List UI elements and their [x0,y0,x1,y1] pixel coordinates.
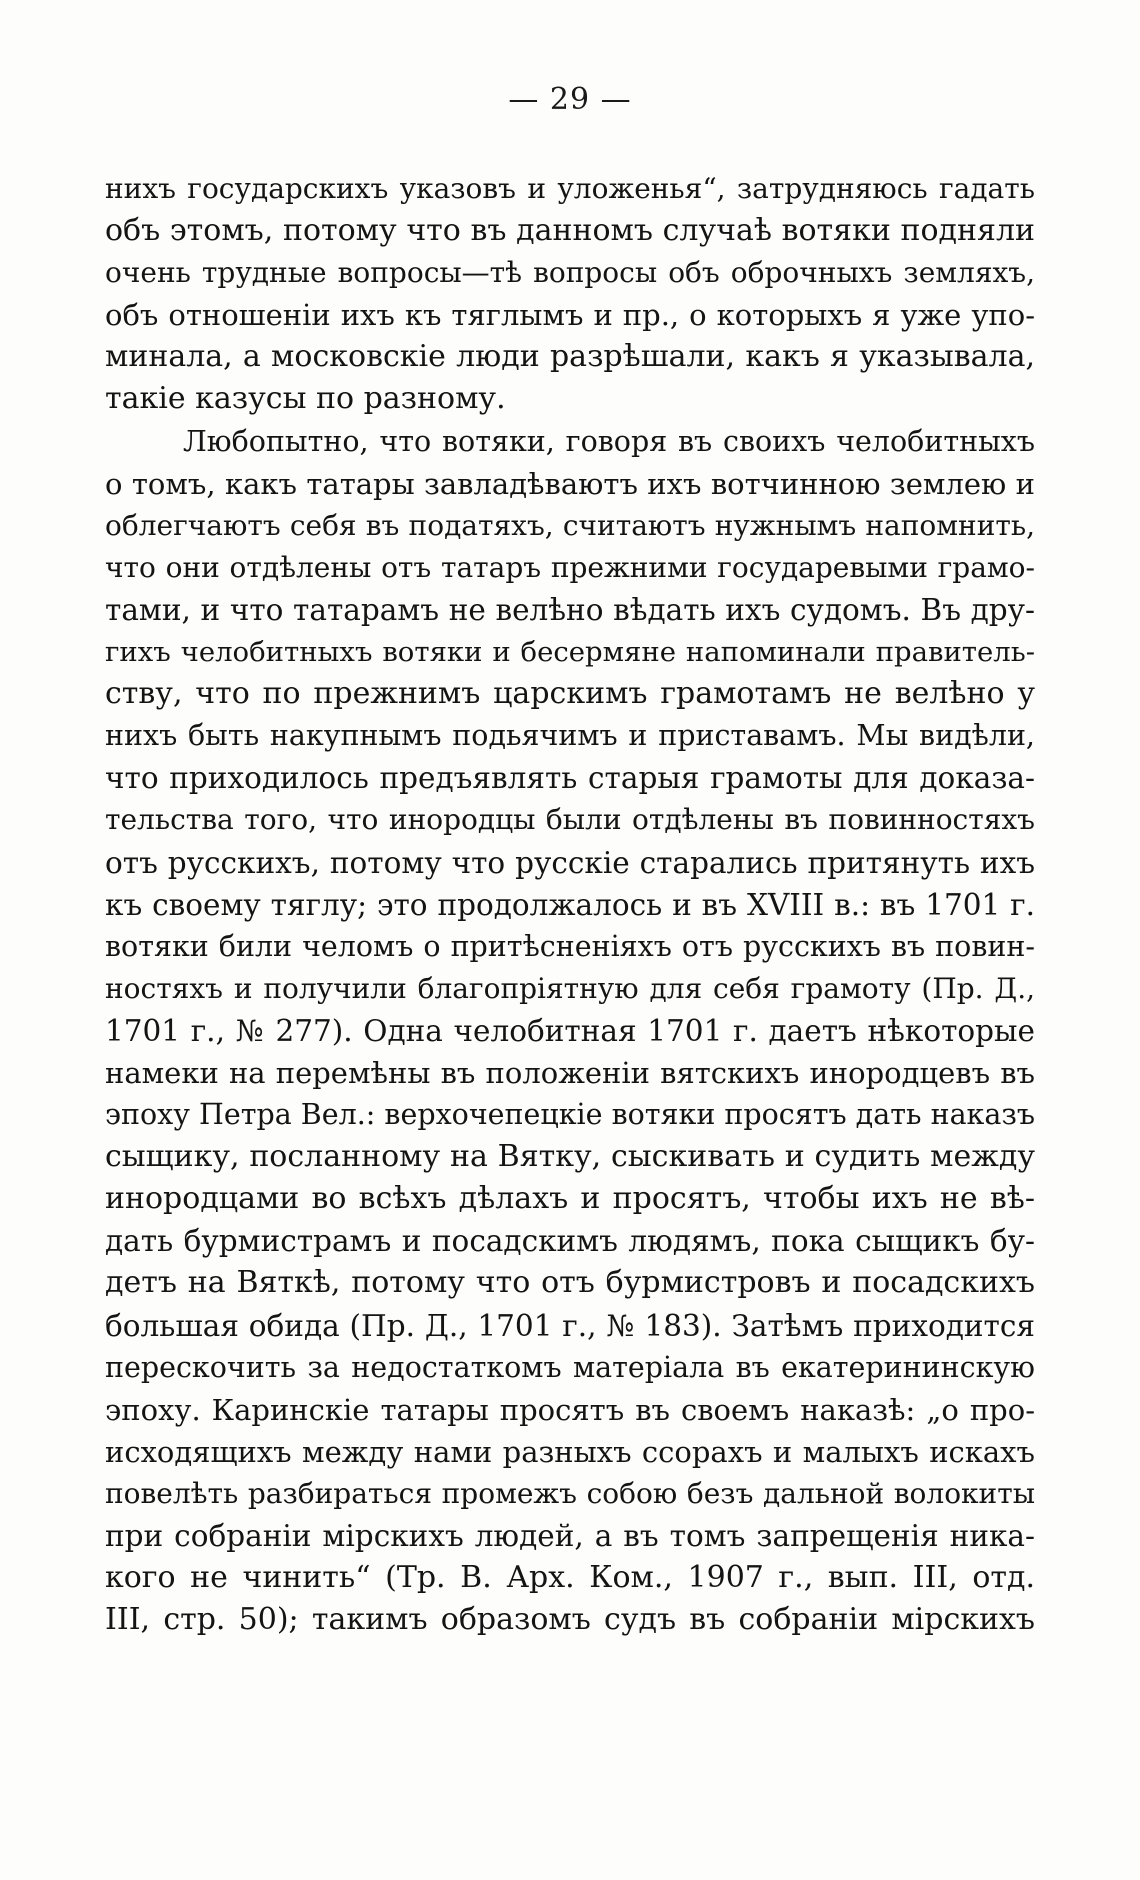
text-line: Любопытно, что вотяки, говоря въ своихъ челобитныхъ [183,424,1035,458]
text-line: гихъ челобитныхъ вотяки и бесермяне напоминали правитель- [105,636,1035,669]
text-line: инородцами во всѣхъ дѣлахъ и просятъ, чтобы ихъ не вѣ- [105,1181,1035,1217]
text-line: отъ русскихъ, потому что русскіе старались притянуть ихъ [105,845,1035,880]
text-line: очень трудные вопросы—тѣ вопросы объ оброчныхъ земляхъ, [105,256,1035,290]
text-line: III, стр. 50); такимъ образомъ судъ въ собраніи мірскихъ [105,1602,1035,1638]
text-line: намеки на перемѣны въ положеніи вятскихъ инородцевъ въ [105,1055,1035,1090]
text-line: повелѣть разбираться промежъ собою безъ дальной волокиты [105,1476,1035,1510]
page-number: — 29 — [508,82,632,117]
text-line: о томъ, какъ татары завладѣваютъ ихъ вотчинною землею и [105,466,1035,501]
text-line: тельства того, что инородцы были отдѣлены въ повинностяхъ [105,803,1035,837]
text-line: сыщику, посланному на Вятку, сыскивать и судить между [105,1139,1035,1175]
text-line: исходящихъ между нами разныхъ ссорахъ и малыхъ искахъ [105,1434,1035,1469]
text-line: минала, а московскіе люди разрѣшали, какъ я указывала, [105,339,1035,375]
text-line: что они отдѣлены отъ татаръ прежними государевыми грамо- [105,550,1035,584]
text-line: большая обида (Пр. Д., 1701 г., № 183). Затѣмъ приходится [105,1308,1035,1343]
text-line: 1701 г., № 277). Одна челобитная 1701 г. даетъ нѣкоторые [105,1013,1035,1048]
body-text [105,168,1035,1641]
text-line: ству, что по прежнимъ царскимъ грамотамъ не велѣно у [105,676,1035,712]
text-line: перескочить за недостаткомъ матеріала въ екатерининскую [105,1350,1035,1384]
text-line: детъ на Вяткѣ, потому что отъ бурмистровъ и посадскихъ [105,1265,1035,1301]
text-line: облегчаютъ себя въ податяхъ, считаютъ нужнымъ напомнить, [105,508,1035,542]
text-line: что приходилось предъявлять старыя грамоты для доказа- [105,761,1035,796]
text-line: къ своему тяглу; это продолжалось и въ XVIII в.: въ 1701 г. [105,887,1035,922]
text-line: кого не чинить“ (Тр. В. Арх. Ком., 1907 г., вып. III, отд. [105,1560,1035,1596]
text-line: нихъ быть накупнымъ подьячимъ и приставамъ. Мы видѣли, [105,719,1035,753]
text-line: эпоху Петра Вел.: верхочепецкіе вотяки просятъ дать наказъ [105,1098,1035,1132]
text-line: такіе казусы по разному. [105,381,506,417]
text-line: тами, и что татарамъ не велѣно вѣдать ихъ судомъ. Въ дру- [105,592,1035,627]
text-line: эпоху. Каринскіе татары просятъ въ своемъ наказѣ: „о про- [105,1392,1035,1427]
text-line: нихъ государскихъ указовъ и уложенья“, затрудняюсь гадать [105,172,1035,205]
text-line: дать бурмистрамъ и посадскимъ людямъ, пока сыщикъ бу- [105,1224,1035,1259]
text-line: ностяхъ и получили благопріятную для себя грамоту (Пр. Д., [105,971,1035,1005]
text-line: объ отношеніи ихъ къ тяглымъ и пр., о которыхъ я уже упо- [105,298,1035,333]
text-line: объ этомъ, потому что въ данномъ случаѣ вотяки подняли [105,213,1035,249]
text-line: при собраніи мірскихъ людей, а въ томъ запрещенія никa- [105,1519,1035,1553]
text-line: вотяки били челомъ о притѣсненіяхъ отъ русскихъ въ повин- [105,929,1035,963]
